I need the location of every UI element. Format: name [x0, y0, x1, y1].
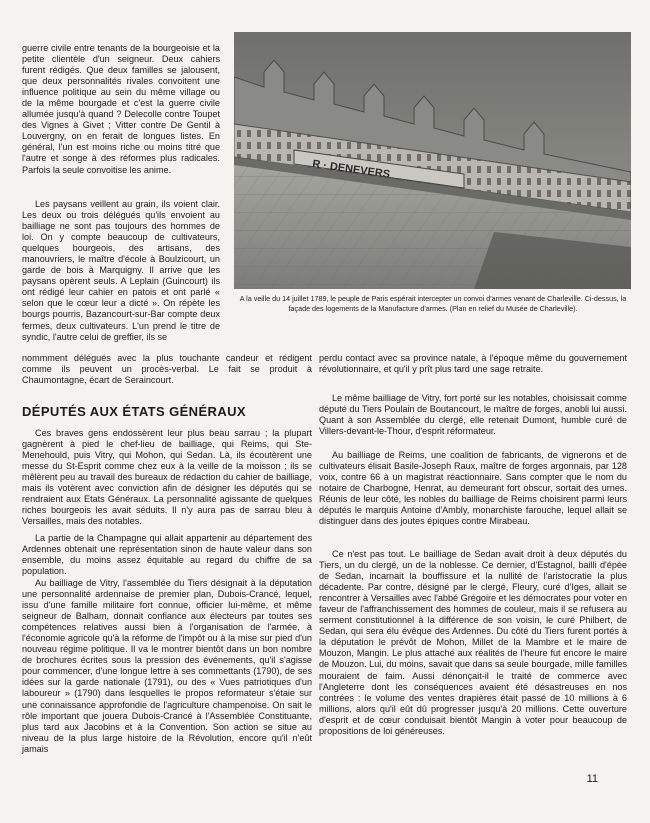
paragraph-right-0: perdu contact avec sa province natale, à l'époque même du gouvernement révolutionnaire, et qu'il y prît plus tard une sage retraite. — [319, 353, 627, 375]
paragraph-right-1: Le même bailliage de Vitry, fort porté sur les notables, choisissait comme député du Tiers Poulain de Boutancourt, le maître de forges, anobli lui aussi. Quant à son Assemblée du clergé, elle retenait Dumont, humble curé de Villers-devant-le-Thour, d'esprit réformateur. — [319, 393, 627, 437]
photograph-manufacture-facade — [234, 32, 631, 289]
photo-caption: A la veille du 14 juillet 1789, le peuple de Paris espérait intercepter un convoi d'armes venant de Charleville. Ci-dessus, la façade des logements de la Manufacture d'armes. (Plan en relief du Musée de Charleville). — [239, 294, 627, 313]
paragraph-left-top-2: Les paysans veillent au grain, ils voient clair. Les deux ou trois délégués qu'ils envoient au bailliage ne sont pas toujours des hommes de loi. On y compte beaucoup de cultivateurs, quelques bourgeois, des artisans, des manouvriers, le maître d'école à Boulzicourt, un garde de bois à Marquigny. Il arrive que les paysans opèrent seuls. A Leplain (Guincourt) ils ont rédigé leur cahier en patois et ont parlé « selon que le cœur leur a dicté ». On répète les bourgs pourris, Bazancourt-sur-Bar compte deux fermes, deux cultivateurs. L'un prend le titre de syndic, l'autre celui de greffier, ils se — [22, 199, 220, 342]
paragraph-left-continuation: nommment délégués avec la plus touchante candeur et rédigent comme ils peuvent un procès-verbal. Le fait se produit à Chaumontagne, écart de Seraincourt. — [22, 353, 312, 386]
relief-model-illustration — [234, 32, 631, 289]
paragraph-left-top-1: guerre civile entre tenants de la bourgeoisie et la petite clientèle d'un seigneur. Deux cahiers furent rédigés. Que deux familles se jalousent, que deux personnalités rivales convoitent une influence politique au sein du même village ou de la même bourgade et c'est la guerre civile allumée jusqu'à quand ? Delecolle contre Toupet des Vignes à Givet ; Vitter contre De Gentil à Louvergny, on en ferait de longues listes. En général, l'un est moins riche ou moins titré que l'autre et songe à des réformes plus radicales. Parfois la seule convoitise les anime. — [22, 43, 220, 175]
paragraph-right-2: Au bailliage de Reims, une coalition de fabricants, de vignerons et de cultivateurs élisait Basile-Joseph Raux, maître de forges argonnais, par 128 voix, contre 66 à un magistrat réactionnaire. Sans compter que le nom du notaire de Charbogne, Henrat, au demeurant fort obscur, sortait des urnes. Réunis de leur côté, les nobles du bailliage de Reims choisirent parmi leurs députés le marquis Antoine d'Ambly, monarchiste farouche, lequel allait se distinguer dans des joutes épiques contre Mirabeau. — [319, 450, 627, 527]
page-number: 11 — [586, 773, 598, 785]
section-heading: DÉPUTÉS AUX ÉTATS GÉNÉRAUX — [22, 404, 246, 419]
paragraph-left-bottom-2: La partie de la Champagne qui allait appartenir au département des Ardennes obtenait une représentation sinon de haute valeur dans son ensemble, du moins assez équitable au regard du chiffre de sa population. — [22, 533, 312, 577]
paragraph-left-bottom-1: Ces braves gens endossèrent leur plus beau sarrau ; la plupart gagnèrent à pied le chef-lieu de bailliage, qui Reims, qui Ste-Menehould, puis Vitry, qui Mohon, qui Sedan. Là, ils écoutèrent une messe du St-Esprit comme chez eux à la veille de la moisson ; ils se mêlèrent peu au travail des bureaux de rédaction du cahier de bailliage, mais ils votèrent avec conviction afin de désigner les députés qui se rendraient aux Etats Généraux. La personnalité agissante de quelques riches bourgeois les avait séduits. Il n'y aura pas de sarrau bleu à Versailles, mais des notables. — [22, 428, 312, 527]
sign-lettering: R · DENEVERS — [311, 158, 391, 181]
paragraph-right-3: Ce n'est pas tout. Le bailliage de Sedan avait droit à deux députés du Tiers, un du clergé, un de la noblesse. Ce dernier, d'Estagnol, bailli d'épée de Sedan, incarnait la bouffissure et la nullité de l'aristocratie la plus décadente. Par contre, désigné par le clergé, Fleury, curé d'Iges, allait se rencontrer à Versailles avec l'abbé Grégoire et les démocrates pour voter en faveur de l'affranchissement des hommes de couleur, mais il se refusera au serment constitutionnel à la différence de son voisin, le curé Philbert, de Sedan, qui sera élu évêque des Ardennes. Du côté du Tiers furent portés à la députation le prévôt de Mohon, Millet de la Mambre et le maire de Mouzon, Mangin. Le plus attaché aux réalités de l'heure fut encore le maire de Mouzon. Lui, du moins, savait que dans sa seule bourgade, mille familles mouraient de faim. Aussi dénonçait-il le traité de commerce avec l'Angleterre dont les conséquences avaient été désastreuses en nos contrées : le volume des ventes drapières était passé de 10 millions à 6 millions, alors qu'il eût dû progresser jusqu'à 20 millions. Cette ouverture d'esprit et de cœur conduisait bientôt Mangin à voter pour beaucoup de propositions de loi généreuses. — [319, 549, 627, 736]
paragraph-left-bottom-3: Au bailliage de Vitry, l'assemblée du Tiers désignait à la députation une personnalité ardennaise de premier plan, Dubois-Crancé, lequel, issu d'une famille militaire fort connue, officier lui-même, et même seigneur de Balham, donnait confiance aux électeurs par toutes ses compétences relatives aussi bien à l'organisation de l'armée, à l'économie agricole qu'à la réforme de l'impôt ou à la mise sur pied d'un nouveau régime politique. Il va le montrer bientôt dans un bon nombre de brochures écrites sous la pression des événements, qu'il s'agisse pour commencer, d'une longue lettre à ses commettants (1790), de ses idées sur la garde nationale (1791), ou des « Vues patriotiques d'un laboureur » (1790) dans lesquelles le propos reformateur s'étaie sur une connaissance approfondie de l'agriculture champenoise. On sait le rôle important que jouera Dubois-Crancé à l'Assemblée Constituante, plus tard aux Jacobins et à la Convention. Son action se situe au niveau de la plus large histoire de la Révolution, encore qu'il n'eût jamais — [22, 578, 312, 754]
